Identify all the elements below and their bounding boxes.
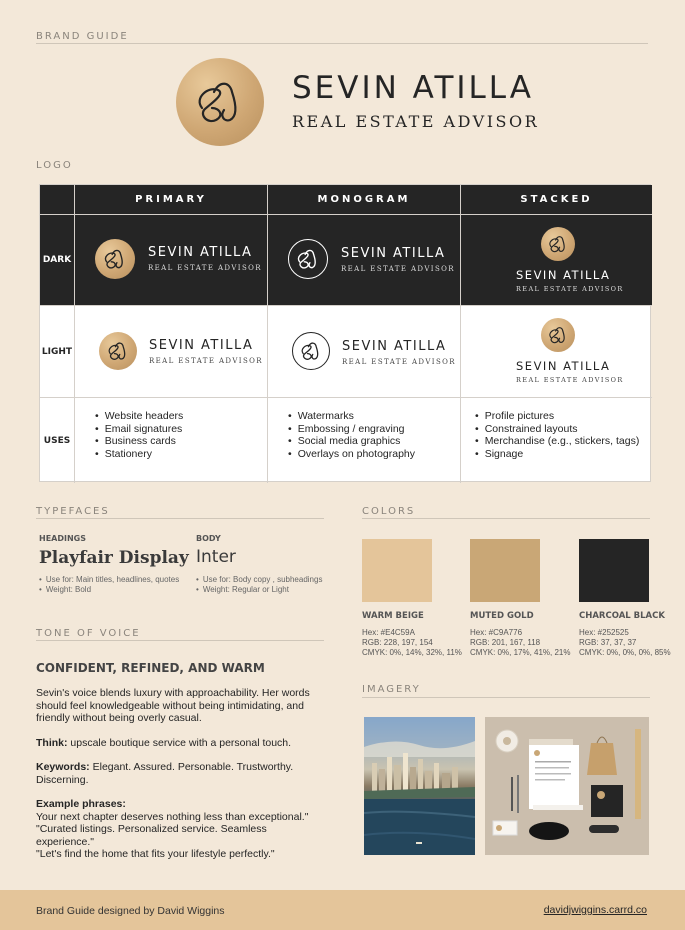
monogram-icon <box>190 72 250 132</box>
colors-label: COLORS <box>362 506 416 517</box>
list-item: • Use for: Body copy , subheadings <box>196 575 322 585</box>
footer-credit: Brand Guide designed by David Wiggins <box>36 905 225 917</box>
list-item: • Social media graphics <box>288 435 415 448</box>
stationery-mockup-photo <box>485 717 649 855</box>
list-item: • Merchandise (e.g., stickers, tags) <box>475 435 639 448</box>
tone-intro: Sevin's voice blends luxury with approachability. Her words should feel knowledgeable without being intimidating, and friendly without being overly casual. <box>36 687 310 724</box>
row-header-light: LIGHT <box>40 306 75 398</box>
footer-link[interactable]: davidjwiggins.carrd.co <box>543 904 647 916</box>
tone-label: TONE OF VOICE <box>36 628 141 639</box>
logo-subtitle: REAL ESTATE ADVISOR <box>342 358 456 366</box>
city-photo <box>364 717 475 855</box>
monogram-icon <box>546 232 570 256</box>
keywords-text: Elegant. Assured. Personable. Trustworthy. Discerning. <box>36 761 294 786</box>
tone-think <box>36 737 326 750</box>
color-swatch-muted-gold <box>470 539 540 602</box>
color-swatch-warm-beige <box>362 539 432 602</box>
list-item: • Website headers <box>95 410 183 423</box>
logo-stacked-dark <box>461 215 652 306</box>
list-item: • Embossing / engraving <box>288 423 415 436</box>
list-item: • Email signatures <box>95 423 183 436</box>
column-header-primary: PRIMARY <box>75 185 268 215</box>
imagery-label: IMAGERY <box>362 684 421 695</box>
color-values <box>579 628 671 658</box>
logo-name: SEVIN ATILLA <box>149 338 254 353</box>
color-swatch-charcoal-black <box>579 539 649 602</box>
logo-stacked-light <box>461 306 652 398</box>
brand-guide-label: BRAND GUIDE <box>36 31 129 42</box>
logo-primary-dark <box>75 215 268 306</box>
logo-subtitle: REAL ESTATE ADVISOR <box>516 376 624 384</box>
tone-title: CONFIDENT, REFINED, AND WARM <box>36 661 265 675</box>
column-header-stacked: STACKED <box>461 185 652 215</box>
logo-name: SEVIN ATILLA <box>516 359 611 373</box>
list-item: • Business cards <box>95 435 183 448</box>
color-name: CHARCOAL BLACK <box>579 611 665 621</box>
color-values <box>362 628 462 658</box>
phrase: Your next chapter deserves nothing less than exceptional." <box>36 810 309 823</box>
think-label: Think: <box>36 737 68 749</box>
color-hex: Hex: #E4C59A <box>362 628 415 637</box>
city-skyline-image <box>364 717 475 855</box>
logo-subtitle: REAL ESTATE ADVISOR <box>149 357 263 365</box>
list-item: • Watermarks <box>288 410 415 423</box>
tone-keywords <box>36 761 296 786</box>
logo-subtitle: REAL ESTATE ADVISOR <box>516 285 624 293</box>
color-rgb: RGB: 228, 197, 154 <box>362 638 433 647</box>
list-item: • Signage <box>475 448 639 461</box>
color-cmyk: CMYK: 0%, 17%, 41%, 21% <box>470 648 571 657</box>
list-item: • Use for: Main titles, headlines, quotes <box>39 575 179 585</box>
stationery-mockup-image <box>485 717 649 855</box>
body-font: Inter <box>196 547 236 567</box>
color-rgb: RGB: 201, 167, 118 <box>470 638 541 647</box>
color-cmyk: CMYK: 0%, 14%, 32%, 11% <box>362 648 462 657</box>
logo-primary-light <box>75 306 268 398</box>
row-header-uses: USES <box>40 398 75 483</box>
divider <box>36 640 324 641</box>
headings-label: HEADINGS <box>39 534 86 543</box>
keywords-label: Keywords: <box>36 761 90 773</box>
list-item: • Constrained layouts <box>475 423 639 436</box>
uses-list <box>95 410 183 460</box>
divider <box>36 518 324 519</box>
body-label: BODY <box>196 534 221 543</box>
phrases-label: Example phrases: <box>36 798 126 810</box>
brand-subtitle: REAL ESTATE ADVISOR <box>292 112 540 131</box>
color-name: MUTED GOLD <box>470 611 534 621</box>
uses-stacked <box>461 398 652 483</box>
color-rgb: RGB: 37, 37, 37 <box>579 638 637 647</box>
logo-grid <box>39 184 651 482</box>
brand-name: SEVIN ATILLA <box>292 70 534 106</box>
logo-name: SEVIN ATILLA <box>148 245 253 260</box>
grid-corner <box>40 185 75 215</box>
list-item: • Stationery <box>95 448 183 461</box>
headings-font: Playfair Display <box>39 548 189 568</box>
logo-name: SEVIN ATILLA <box>341 246 446 261</box>
color-values <box>470 628 571 658</box>
divider <box>362 518 650 519</box>
monogram-icon <box>101 245 129 273</box>
logo-subtitle: REAL ESTATE ADVISOR <box>341 265 455 273</box>
list-item: • Profile pictures <box>475 410 639 423</box>
list-item: • Weight: Bold <box>39 585 179 595</box>
logo-name: SEVIN ATILLA <box>342 339 447 354</box>
divider <box>362 697 650 698</box>
list-item: • Weight: Regular or Light <box>196 585 322 595</box>
phrase: "Let's find the home that fits your lifestyle perfectly." <box>36 848 275 860</box>
color-hex: Hex: #252525 <box>579 628 629 637</box>
monogram-icon <box>294 245 322 273</box>
color-hex: Hex: #C9A776 <box>470 628 523 637</box>
logo-monogram-light <box>268 306 461 398</box>
color-name: WARM BEIGE <box>362 611 424 621</box>
body-notes <box>196 575 322 595</box>
logo-label: LOGO <box>36 160 73 171</box>
uses-primary <box>75 398 268 483</box>
monogram-icon <box>546 323 570 347</box>
typefaces-label: TYPEFACES <box>36 506 110 517</box>
monogram-icon <box>298 338 324 364</box>
logo-name: SEVIN ATILLA <box>516 268 611 282</box>
uses-list <box>288 410 415 460</box>
logo-subtitle: REAL ESTATE ADVISOR <box>148 264 262 272</box>
uses-monogram <box>268 398 461 483</box>
logo-monogram-dark <box>268 215 461 306</box>
list-item: • Overlays on photography <box>288 448 415 461</box>
row-header-dark: DARK <box>40 215 75 306</box>
phrase: "Curated listings. Personalized service. Seamless experience." <box>36 823 267 848</box>
color-cmyk: CMYK: 0%, 0%, 0%, 85% <box>579 648 671 657</box>
headings-notes <box>39 575 179 595</box>
footer <box>0 890 685 930</box>
column-header-monogram: MONOGRAM <box>268 185 461 215</box>
monogram-icon <box>105 338 131 364</box>
divider <box>36 43 648 44</box>
uses-list <box>475 410 639 460</box>
think-text: upscale boutique service with a personal touch. <box>67 737 292 749</box>
tone-phrases <box>36 798 326 861</box>
